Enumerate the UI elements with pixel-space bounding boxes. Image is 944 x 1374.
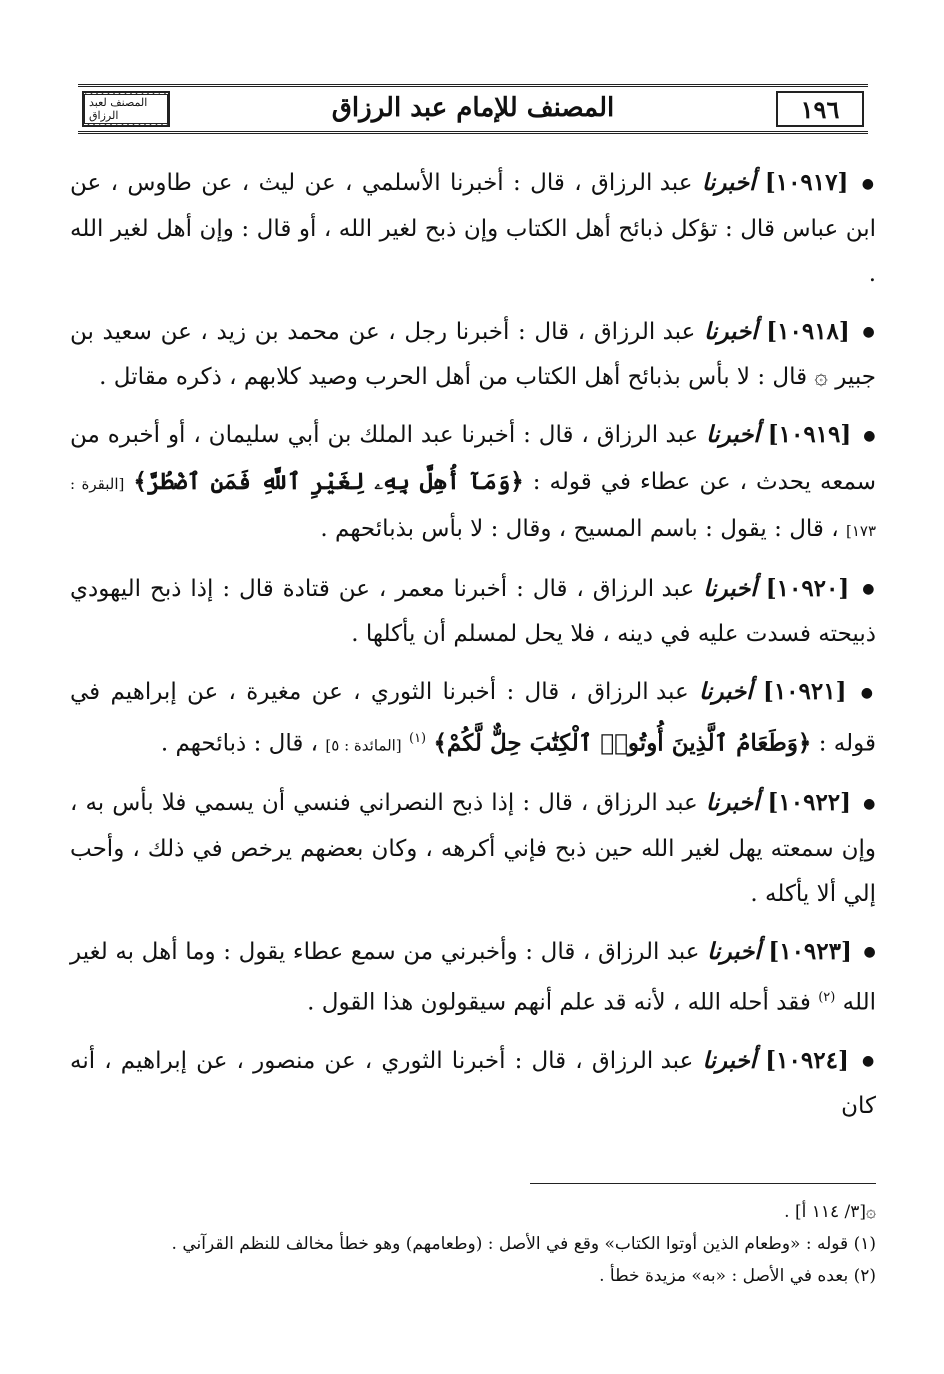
bullet-icon: ● xyxy=(861,1053,877,1070)
entry-text: عبد الرزاق ، قال : وأخبرني من سمع عطاء يقول : وما أهل به لغير الله xyxy=(70,938,876,1016)
bullet-icon: ● xyxy=(863,427,877,444)
footnotes xyxy=(70,1196,876,1292)
entry-text: ، قال : ذبائحهم . xyxy=(160,730,319,757)
akhbarana-label: أخبرنا xyxy=(705,789,760,817)
main-text xyxy=(70,160,876,1141)
book-title: المصنف للإمام عبد الرزاق xyxy=(331,93,615,123)
hadith-entry xyxy=(70,160,876,297)
entry-number: [١٠٩١٩] xyxy=(767,421,852,448)
footnote: ۞[٣/ ١١٤ أ] . xyxy=(784,1202,876,1222)
akhbarana-label: أخبرنا xyxy=(702,1046,757,1074)
bullet-icon: ● xyxy=(862,581,877,597)
entry-text: عبد الرزاق ، قال : أخبرنا الثوري ، عن مغيرة ، عن إبراهيم في قوله : xyxy=(70,679,876,757)
hadith-entry xyxy=(70,566,876,658)
bullet-icon: ● xyxy=(863,944,877,961)
entry-text: عبد الرزاق ، قال : إذا ذبح النصراني فنسي أن يسمي فلا بأس به ، وإن سمعته يهل لغير الله حين ذبح فإني أكرهه ، وكان بعضهم يرخص في ذلك ، وأحب إلي ألا يأكله . xyxy=(70,790,876,907)
bullet-icon: ● xyxy=(862,324,876,340)
quran-verse: ﴿وَمَآ أُهِلَّ بِهِۦ لِغَيْرِ ٱللَّهِ فَمَنِ ٱضْطُرَّ﴾ xyxy=(133,467,524,495)
entry-number: [١٠٩١٨] xyxy=(766,317,850,345)
quran-verse: ﴿وَطَعَامُ ٱلَّذِينَ أُوتُوا۟ ٱلْكِتَٰبَ حِلٌّ لَّكُمْ﴾ xyxy=(433,729,812,757)
footnote-marker: (٢) xyxy=(818,990,836,1006)
verse-reference: [البقرة : ١٧٣] xyxy=(70,474,876,540)
entry-number: [١٠٩١٧] xyxy=(764,169,849,196)
entry-text: عبد الرزاق ، قال : أخبرنا عبد الملك بن أبي سليمان ، أو أخبره من سمعه يحدث ، عن عطاء في قوله : xyxy=(70,422,877,495)
akhbarana-label: أخبرنا xyxy=(703,317,758,345)
hadith-entry xyxy=(70,929,876,1026)
bullet-icon: ● xyxy=(860,684,876,701)
entry-number: [١٠٩٢١] xyxy=(762,678,847,705)
footnote: (١) قوله : «وطعام الذين أوتوا الكتاب» وقع في الأصل : (وطعامهم) وهو خطأ مخالف للنظم القرآني . xyxy=(171,1234,876,1254)
entry-text: فقد أحله الله ، لأنه قد علم أنهم سيقولون هذا القول . xyxy=(307,989,811,1016)
hadith-entry xyxy=(70,1038,876,1130)
entry-number: [١٠٩٢٣] xyxy=(768,937,852,965)
footnote-marker: (١) xyxy=(408,730,427,746)
footnote-divider xyxy=(530,1183,876,1184)
entry-number: [١٠٩٢٠] xyxy=(765,574,850,602)
entry-text: عبد الرزاق ، قال : أخبرنا الأسلمي ، عن ليث ، عن طاوس ، عن ابن عباس قال : تؤكل ذبائح أهل الكتاب وإن ذبح لغير الله ، أو قال : وإن أهل لغير الله . xyxy=(70,170,876,287)
entry-number: [١٠٩٢٢] xyxy=(767,789,852,817)
footnote: (٢) بعده في الأصل : «به» مزيدة خطأ . xyxy=(599,1266,876,1286)
ornament-text: المصنف لعبد الرزاق xyxy=(84,94,168,124)
hadith-entry xyxy=(70,780,876,917)
entry-number: [١٠٩٢٤] xyxy=(765,1046,849,1074)
akhbarana-label: أخبرنا xyxy=(703,574,757,602)
akhbarana-label: أخبرنا xyxy=(701,169,756,196)
bullet-icon: ● xyxy=(861,175,877,192)
entry-text: ، قال : يقول : باسم المسيح ، وقال : لا بأس بذبائحهم . xyxy=(320,515,839,542)
entry-text: عبد الرزاق ، قال : أخبرنا رجل ، عن محمد بن زيد ، عن سعيد بن جبير ۞ قال : لا بأس بذبائح أهل الكتاب من أهل الحرب وصيد كلابهم ، ذكره مقاتل . xyxy=(70,318,876,390)
entry-text: عبد الرزاق ، قال : أخبرنا الثوري ، عن منصور ، عن إبراهيم ، أنه كان xyxy=(70,1047,876,1120)
verse-reference: [المائدة : ٥] xyxy=(325,736,402,755)
hadith-entry xyxy=(70,309,876,401)
hadith-entry xyxy=(70,669,876,768)
hadith-entry xyxy=(70,412,876,554)
akhbarana-label: أخبرنا xyxy=(706,421,760,448)
page-header xyxy=(78,84,868,134)
akhbarana-label: أخبرنا xyxy=(707,937,761,965)
page-number: ١٩٦ xyxy=(776,91,864,127)
bullet-icon: ● xyxy=(863,795,877,812)
entry-text: عبد الرزاق ، قال : أخبرنا معمر ، عن قتادة قال : إذا ذبح اليهودي ذبيحته فسدت عليه في دينه ، فلا يحل لمسلم أن يأكلها . xyxy=(70,575,876,647)
akhbarana-label: أخبرنا xyxy=(698,678,753,705)
header-ornament-left xyxy=(82,91,170,127)
